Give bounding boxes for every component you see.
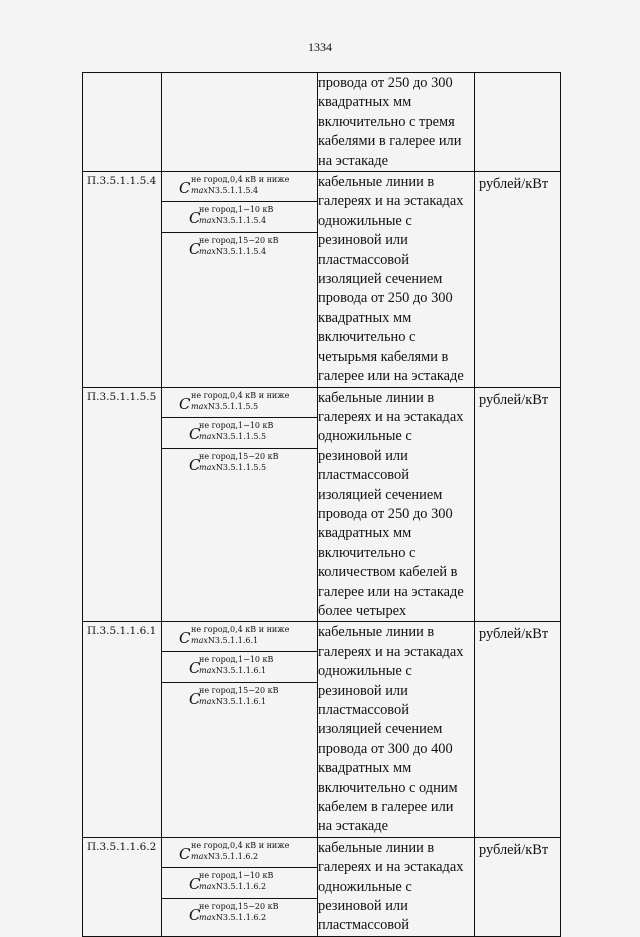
formula-stack [162, 172, 317, 263]
subscript-max: max [191, 636, 208, 646]
formula-cell [162, 837, 318, 936]
subscript-code: N3.5.1.1.5.5 [215, 462, 267, 472]
description-line: провода от 300 до 400 [318, 740, 453, 757]
description-text [318, 172, 474, 386]
item-code: П.3.5.1.1.5.5 [87, 390, 157, 403]
item-code: П.3.5.1.1.5.4 [87, 175, 157, 188]
formula-superscript: не город,15−20 кВ [199, 236, 279, 246]
page-number: 1334 [308, 40, 332, 54]
subscript-code: N3.5.1.1.5.4 [207, 186, 259, 196]
formula-subscript [191, 186, 258, 195]
formula-symbol: C [179, 179, 191, 198]
description-line: на эстакаде [318, 818, 388, 835]
formula-1 [162, 388, 317, 418]
description-line: резиновой или [318, 898, 408, 915]
description-line: одножильные с [318, 428, 412, 445]
description-line: кабельные линии в [318, 624, 435, 641]
description-line: пластмассовой [318, 702, 409, 718]
formula-1 [162, 838, 317, 868]
description-line: провода от 250 до 300 [318, 75, 453, 91]
description-line: включительно с одним [318, 779, 458, 796]
description-line: включительно с тремя [318, 113, 455, 130]
formula-symbol: C [179, 844, 191, 863]
formula-1 [162, 172, 317, 202]
description-cell [318, 172, 475, 387]
description-line: четырьмя кабелями в [318, 348, 449, 365]
subscript-code: N3.5.1.1.6.2 [215, 912, 267, 922]
formula-superscript: не город,1−10 кВ [199, 420, 274, 430]
formula-superscript: не город,1−10 кВ [199, 870, 274, 880]
formula-symbol: C [179, 394, 191, 413]
unit-cell [475, 172, 561, 387]
formula-3 [162, 449, 317, 479]
formula-symbol: C [189, 424, 201, 443]
formula-2 [162, 418, 317, 449]
subscript-code: N3.5.1.1.6.1 [207, 636, 259, 646]
formula-cell [162, 387, 318, 622]
formula-subscript [199, 463, 266, 472]
subscript-code: N3.5.1.1.5.5 [207, 401, 259, 411]
description-line: квадратных мм [318, 94, 412, 111]
description-line: резиновой или [318, 232, 408, 249]
subscript-max: max [199, 666, 216, 676]
description-line: квадратных мм [318, 525, 412, 542]
item-code: П.3.5.1.1.6.2 [87, 840, 157, 853]
table-row [83, 837, 561, 936]
formula-symbol: C [189, 905, 201, 924]
description-line: пластмассовой [318, 467, 409, 484]
subscript-code: N3.5.1.1.6.1 [215, 697, 267, 707]
description-line: резиновой или [318, 447, 408, 464]
code-cell [83, 387, 162, 622]
subscript-code: N3.5.1.1.5.4 [215, 247, 267, 257]
formula-superscript: не город,15−20 кВ [199, 451, 279, 461]
description-cell [318, 837, 475, 936]
item-code: П.3.5.1.1.6.1 [87, 625, 157, 638]
description-line: изоляцией сечением [318, 486, 443, 503]
formula-subscript [191, 402, 258, 411]
subscript-max: max [191, 851, 208, 861]
formula-symbol: C [189, 659, 201, 678]
code-cell [83, 73, 162, 172]
table-row [83, 387, 561, 622]
formula-superscript: не город,15−20 кВ [199, 901, 279, 911]
unit-cell [475, 622, 561, 837]
description-line: более четырех [318, 602, 407, 619]
description-text [318, 73, 474, 171]
subscript-max: max [199, 247, 216, 257]
subscript-max: max [191, 186, 208, 196]
formula-3 [162, 233, 317, 263]
subscript-code: N3.5.1.1.5.4 [215, 216, 267, 226]
formula-2 [162, 652, 317, 683]
code-cell [83, 172, 162, 387]
subscript-max: max [199, 431, 216, 441]
formula-stack [162, 838, 317, 929]
formula-superscript: не город,1−10 кВ [199, 655, 274, 665]
subscript-max: max [199, 697, 216, 707]
table-row [83, 172, 561, 387]
description-line: пластмассовой [318, 917, 409, 934]
subscript-max: max [199, 462, 216, 472]
description-line: галереях и на эстакадах [318, 193, 464, 210]
subscript-max: max [199, 912, 216, 922]
description-line: провода от 250 до 300 [318, 505, 453, 522]
formula-superscript: не город,15−20 кВ [199, 686, 279, 696]
code-cell [83, 837, 162, 936]
formula-3 [162, 899, 317, 929]
subscript-max: max [199, 881, 216, 891]
formula-symbol: C [189, 209, 201, 228]
description-line: количеством кабелей в [318, 564, 458, 581]
unit-cell [475, 387, 561, 622]
formula-superscript: не город,1−10 кВ [199, 205, 274, 215]
description-line: галереях и на эстакадах [318, 643, 464, 660]
description-line: одножильные с [318, 878, 412, 895]
formula-subscript [199, 247, 266, 256]
formula-3 [162, 683, 317, 713]
formula-cell [162, 73, 318, 172]
subscript-code: N3.5.1.1.6.1 [215, 666, 267, 676]
description-line: провода от 250 до 300 [318, 290, 453, 307]
table-row [83, 622, 561, 837]
formula-superscript: не город,0,4 кВ и ниже [191, 390, 290, 400]
subscript-code: N3.5.1.1.6.2 [215, 881, 267, 891]
formula-subscript [199, 216, 266, 225]
formula-2 [162, 868, 317, 899]
formula-stack [162, 622, 317, 713]
description-cell [318, 622, 475, 837]
description-text [318, 838, 474, 936]
description-line: кабельные линии в [318, 839, 435, 856]
unit-cell [475, 73, 561, 172]
description-line: кабелями в галерее или [318, 133, 462, 150]
description-line: кабельные линии в [318, 174, 435, 191]
formula-superscript: не город,0,4 кВ и ниже [191, 840, 290, 850]
unit-text: рублей/кВт [479, 391, 549, 408]
subscript-code: N3.5.1.1.5.5 [215, 431, 267, 441]
formula-symbol: C [189, 874, 201, 893]
formula-cell [162, 172, 318, 387]
formula-symbol: C [189, 455, 201, 474]
formula-subscript [199, 666, 266, 675]
formula-subscript [199, 913, 266, 922]
description-line: галереях и на эстакадах [318, 408, 464, 425]
description-line: одножильные с [318, 212, 412, 229]
formula-2 [162, 202, 317, 233]
formula-cell [162, 622, 318, 837]
subscript-max: max [191, 401, 208, 411]
description-line: галерее или на эстакаде [318, 368, 464, 385]
description-line: галерее или на эстакаде [318, 583, 464, 600]
unit-text: рублей/кВт [479, 176, 549, 193]
unit-text: рублей/кВт [479, 626, 549, 643]
subscript-code: N3.5.1.1.6.2 [207, 851, 259, 861]
formula-subscript [199, 697, 266, 706]
description-cell [318, 387, 475, 622]
description-line: кабелем в галерее или [318, 799, 454, 816]
formula-superscript: не город,0,4 кВ и ниже [191, 625, 290, 635]
tariff-table [82, 72, 561, 937]
description-line: изоляцией сечением [318, 721, 443, 738]
formula-stack [162, 388, 317, 479]
description-line: на эстакаде [318, 152, 388, 169]
description-line: кабельные линии в [318, 389, 435, 406]
table-row-continued [83, 73, 561, 172]
formula-subscript [191, 636, 258, 645]
description-line: квадратных мм [318, 760, 412, 777]
description-line: резиновой или [318, 682, 408, 699]
description-line: галереях и на эстакадах [318, 859, 464, 876]
description-line: включительно с [318, 329, 416, 346]
description-line: включительно с [318, 544, 416, 561]
unit-cell [475, 837, 561, 936]
description-text [318, 388, 474, 622]
formula-subscript [199, 882, 266, 891]
subscript-max: max [199, 216, 216, 226]
formula-subscript [191, 852, 258, 861]
description-text [318, 622, 474, 836]
formula-symbol: C [189, 240, 201, 259]
unit-text: рублей/кВт [479, 841, 549, 858]
description-line: одножильные с [318, 663, 412, 680]
description-line: пластмассовой [318, 251, 409, 268]
formula-symbol: C [189, 690, 201, 709]
description-line: квадратных мм [318, 309, 412, 326]
code-cell [83, 622, 162, 837]
description-line: изоляцией сечением [318, 271, 443, 288]
formula-superscript: не город,0,4 кВ и ниже [191, 175, 290, 185]
formula-1 [162, 622, 317, 652]
formula-subscript [199, 432, 266, 441]
formula-symbol: C [179, 629, 191, 648]
description-cell [318, 73, 475, 172]
